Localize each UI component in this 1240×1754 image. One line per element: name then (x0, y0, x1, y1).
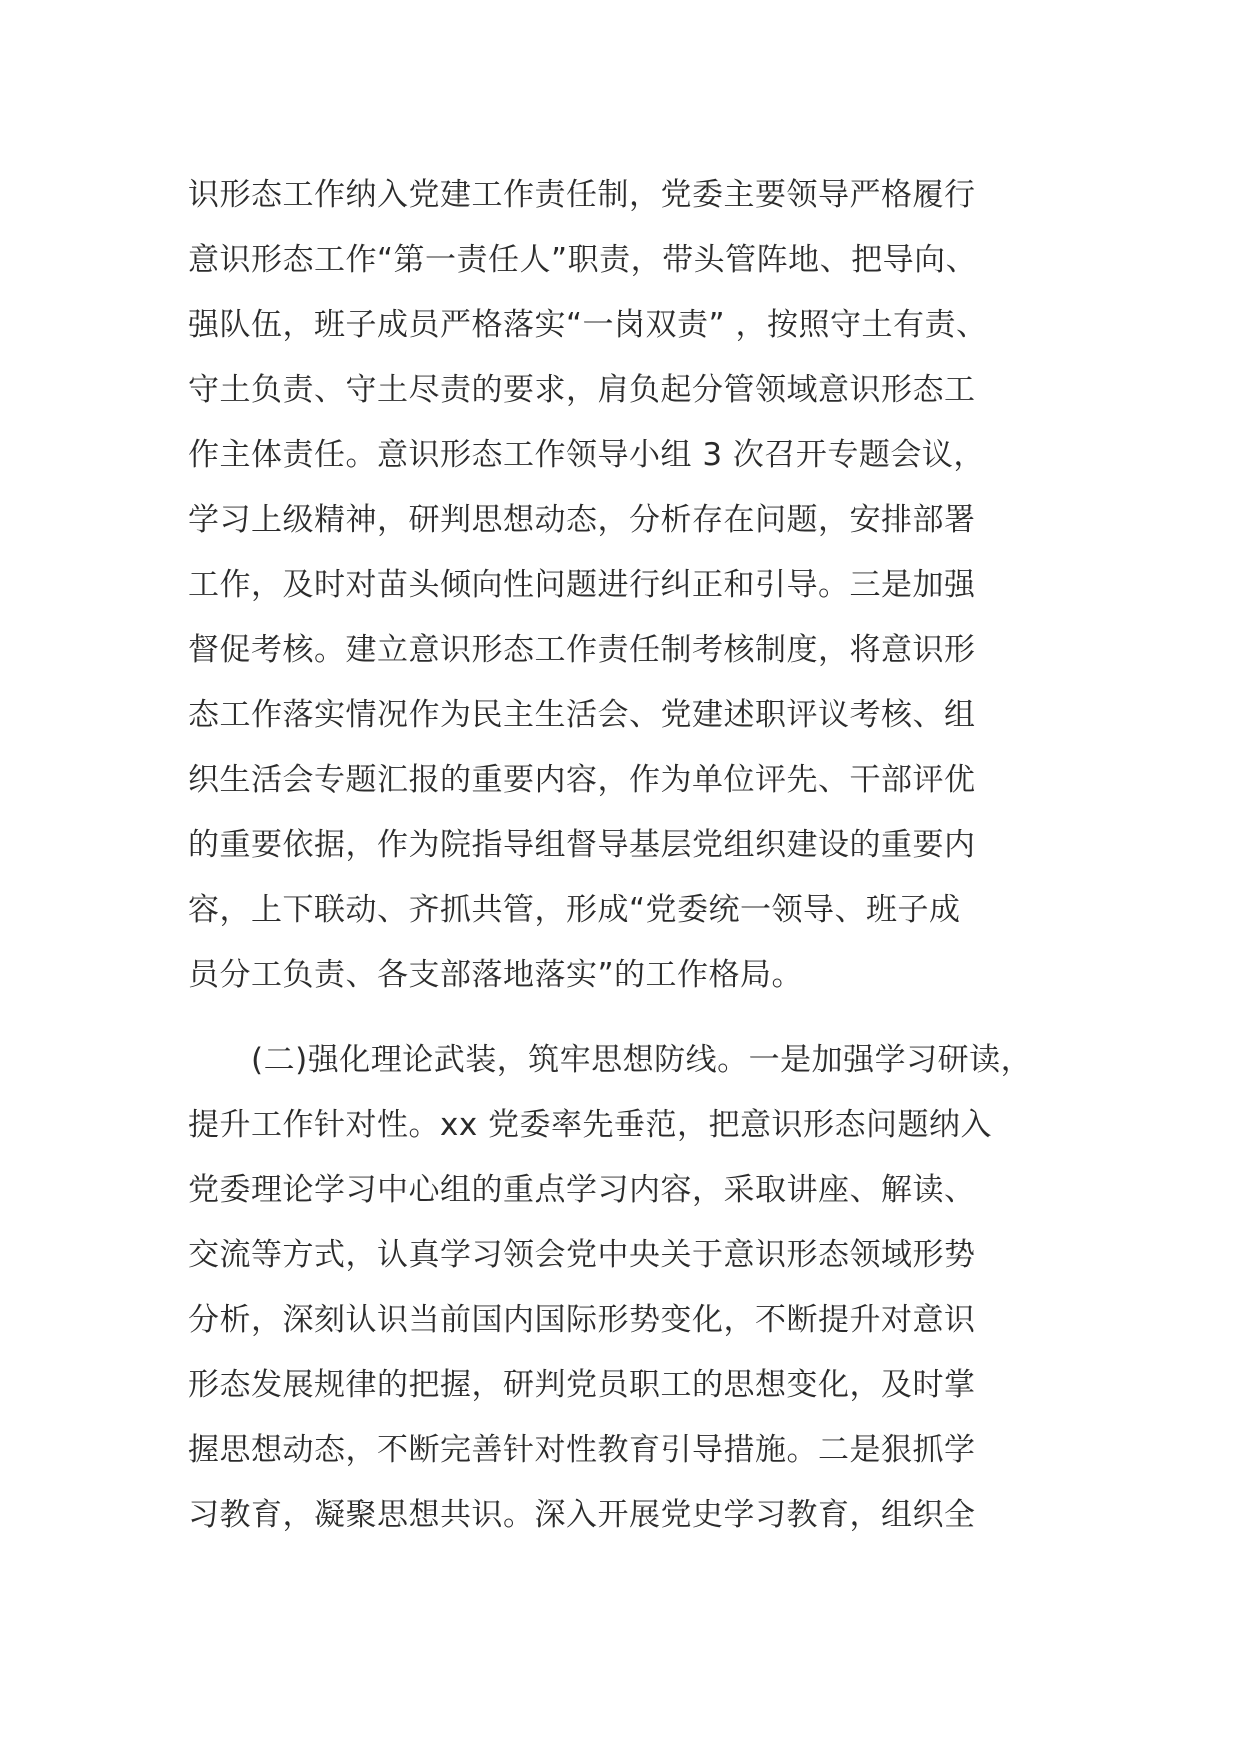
text-line: 工作，及时对苗头倾向性问题进行纠正和引导。三是加强 (188, 567, 976, 603)
text-line: 督促考核。建立意识形态工作责任制考核制度，将意识形 (188, 632, 976, 668)
text-line: 交流等方式，认真学习领会党中央关于意识形态领域形势 (188, 1237, 976, 1273)
text-line: 态工作落实情况作为民主生活会、党建述职评议考核、组 (188, 697, 976, 733)
text-line: 形态发展规律的把握，研判党员职工的思想变化，及时掌 (188, 1367, 976, 1403)
text-line: 作主体责任。意识形态工作领导小组 3 次召开专题会议， (188, 437, 985, 473)
text-line: 守土负责、守土尽责的要求，肩负起分管领域意识形态工 (188, 372, 976, 408)
text-line: 党委理论学习中心组的重点学习内容，采取讲座、解读、 (188, 1172, 976, 1208)
text-line: 握思想动态，不断完善针对性教育引导措施。二是狠抓学 (188, 1432, 976, 1468)
text-line: 容，上下联动、齐抓共管，形成“党委统一领导、班子成 (188, 892, 961, 928)
text-line: 强队伍，班子成员严格落实“一岗双责” ，按照守土有责、 (188, 307, 988, 343)
text-line: 分析，深刻认识当前国内国际形势变化，不断提升对意识 (188, 1302, 976, 1338)
text-line: 学习上级精神，研判思想动态，分析存在问题，安排部署 (188, 502, 976, 538)
text-line: 意识形态工作“第一责任人”职责，带头管阵地、把导向、 (188, 242, 978, 278)
body-paragraph-1 (188, 174, 1068, 1019)
text-line: 的重要依据，作为院指导组督导基层党组织建设的重要内 (188, 827, 976, 863)
text-line: 提升工作针对性。xx 党委率先垂范，把意识形态问题纳入 (188, 1107, 993, 1143)
body-paragraph-2 (188, 1039, 1068, 1559)
text-line: 习教育，凝聚思想共识。深入开展党史学习教育，组织全 (188, 1497, 976, 1533)
text-line: (二)强化理论武装，筑牢思想防线。一是加强学习研读， (188, 1042, 1033, 1078)
text-line: 织生活会专题汇报的重要内容，作为单位评先、干部评优 (188, 762, 976, 798)
text-line: 识形态工作纳入党建工作责任制，党委主要领导严格履行 (188, 177, 976, 213)
text-line: 员分工负责、各支部落地落实”的工作格局。 (188, 957, 804, 993)
